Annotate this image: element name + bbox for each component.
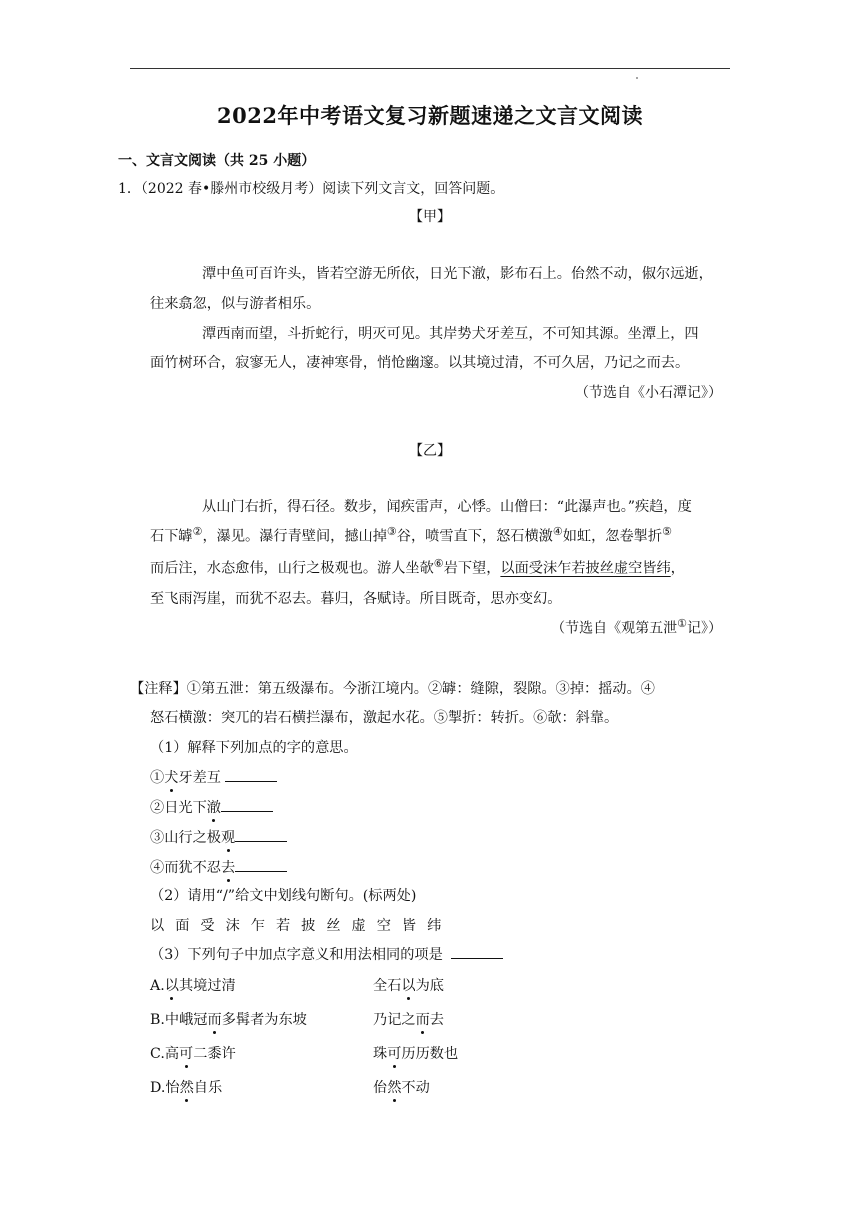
option-d-right-post: 不动 [401, 1080, 430, 1096]
option-b-pre: B.中峨冠 [150, 1012, 208, 1028]
option-d-right-pre: 佁 [373, 1080, 388, 1096]
sub3-prompt [150, 944, 503, 964]
note-ref-1: ① [677, 617, 687, 630]
yi-source-b: 记》） [687, 620, 722, 637]
sub3-option-b-left[interactable] [150, 1009, 307, 1029]
sub1-item-2-pre: ②日光下 [150, 800, 207, 816]
yi-source [551, 617, 722, 638]
option-c-right-pre: 珠 [373, 1046, 388, 1062]
yi-line2-d: 如虹，忽卷掣折 [562, 528, 663, 545]
answer-blank[interactable] [451, 944, 503, 959]
dotted-char: 去 [220, 860, 236, 876]
option-b-right-post: 去 [429, 1012, 444, 1028]
yi-line2-a: 石下罅 [150, 528, 193, 545]
sub1-item-3 [150, 827, 287, 847]
dotted-char: 可 [387, 1046, 402, 1062]
option-a-pre: A. [150, 978, 165, 994]
yi-line2-c: 谷，喷雪直下，怒石横激 [396, 528, 553, 545]
yi-line3-b: 岩下望， [443, 560, 501, 577]
sub1-item-1-pre: ① [150, 770, 165, 786]
answer-blank[interactable] [235, 827, 287, 842]
sub1-item-3-pre: ③山行之极 [150, 830, 221, 846]
sub1-item-1 [150, 767, 277, 787]
yi-line1: 从山门右折，得石径。数步，闻疾雷声，心悸。山僧曰：“此瀑声也。”疾趋，度 [202, 499, 692, 515]
sub1-item-4-pre: ④而犹不忍 [150, 860, 221, 876]
section-heading: 一、文言文阅读（共 25 小题） [118, 153, 316, 169]
answer-blank[interactable] [221, 797, 273, 812]
notes-line1: 【注释】①第五泄：第五级瀑布。今浙江境内。②罅：缝隙，裂隙。③掉：摇动。④ [130, 681, 655, 697]
dotted-char: 犬 [164, 770, 179, 786]
dotted-char: 澈 [206, 800, 221, 816]
note-ref-6: ⑥ [433, 557, 444, 570]
dotted-char: 观 [220, 830, 236, 846]
option-a-right-pre: 全石 [373, 978, 402, 994]
option-c-right-post: 历历数也 [401, 1046, 459, 1062]
passage-jia-heading: 【甲】 [409, 209, 451, 225]
option-a-post: 其境过清 [178, 978, 236, 994]
yi-line2-b: ，瀑见。瀑行青壁间，撼山掉 [202, 528, 387, 545]
yi-source-a: （节选自《观第五泄 [551, 620, 678, 637]
yi-line2 [150, 525, 672, 546]
sub2-prompt: （2）请用“/”给文中划线句断句。(标两处) [150, 888, 417, 904]
yi-line3 [150, 557, 685, 578]
jia-p2-line2: 面竹树环合，寂寥无人，凄神寒骨，悄怆幽邃。以其境过清，不可久居，乃记之而去。 [150, 355, 690, 371]
jia-source: （节选自《小石潭记》） [575, 385, 722, 401]
sub1-item-1-post: 牙差互 [178, 770, 221, 786]
option-c-pre: C.高 [150, 1046, 180, 1062]
jia-p1-line2: 往来翕忽，似与游者相乐。 [150, 296, 321, 312]
option-b-post: 多髯者为东坡 [221, 1012, 307, 1028]
dotted-char: 然 [387, 1080, 402, 1096]
option-c-post: 二黍许 [193, 1046, 236, 1062]
sub3-option-a-left[interactable] [150, 975, 236, 995]
jia-p2-line1: 潭西南而望，斗折蛇行，明灭可见。其岸势犬牙差互，不可知其源。坐潭上，四 [202, 326, 699, 342]
sub3-prompt-text: （3）下列句子中加点字意义和用法相同的项是 [150, 947, 443, 963]
dotted-char: 而 [207, 1012, 222, 1028]
sub3-option-c-right [373, 1043, 458, 1063]
option-a-right-post: 为底 [415, 978, 444, 994]
sub3-option-a-right [373, 975, 444, 995]
notes-line2: 怒石横激：突兀的岩石横拦瀑布，激起水花。⑤掣折：转折。⑥欹：斜靠。 [150, 710, 619, 726]
dotted-char: 以 [164, 978, 179, 994]
question-1-intro: 1．（2022 春•滕州市校级月考）阅读下列文言文，回答问题。 [118, 181, 505, 197]
document-title: 2022年中考语文复习新题速递之文言文阅读 [217, 103, 643, 128]
sub3-option-c-left[interactable] [150, 1043, 236, 1063]
option-d-post: 自乐 [193, 1080, 223, 1096]
passage-yi-heading: 【乙】 [409, 443, 451, 459]
yi-line4: 至飞雨泻崖，而犹不忍去。暮归，各赋诗。所目既奇，思亦变幻。 [150, 591, 562, 607]
dotted-char: 可 [179, 1046, 194, 1062]
header-rule [130, 68, 730, 69]
sub3-option-d-right [373, 1077, 430, 1097]
dotted-char: 而 [415, 1012, 430, 1028]
sub2-sentence: 以面受沫乍若披丝虚空皆纬 [150, 918, 453, 934]
dotted-char: 以 [401, 978, 416, 994]
sub3-option-b-right [373, 1009, 444, 1029]
answer-blank[interactable] [235, 857, 287, 872]
dotted-char: 然 [179, 1080, 194, 1096]
option-b-right-pre: 乃记之 [373, 1012, 416, 1028]
note-ref-3: ③ [386, 525, 397, 538]
sub1-item-4 [150, 857, 287, 877]
option-d-pre: D.怡 [150, 1080, 180, 1096]
sub1-prompt: （1）解释下列加点的字的意思。 [150, 740, 358, 756]
sub3-option-d-left[interactable] [150, 1077, 222, 1097]
yi-line3-a: 而后注，水态愈伟，山行之极观也。游人坐欹 [150, 560, 434, 577]
note-ref-2: ② [192, 525, 203, 538]
underlined-sentence: 以面受沫乍若披丝虚空皆纬 [500, 560, 671, 577]
jia-p1-line1: 潭中鱼可百许头，皆若空游无所依，日光下澈，影布石上。佁然不动，俶尔远逝， [202, 266, 713, 282]
header-mark [636, 77, 638, 79]
answer-blank[interactable] [225, 767, 277, 782]
sub1-item-2 [150, 797, 273, 817]
note-ref-5: ⑤ [662, 525, 672, 538]
note-ref-4: ④ [552, 525, 563, 538]
yi-line3-c: ， [670, 560, 685, 577]
